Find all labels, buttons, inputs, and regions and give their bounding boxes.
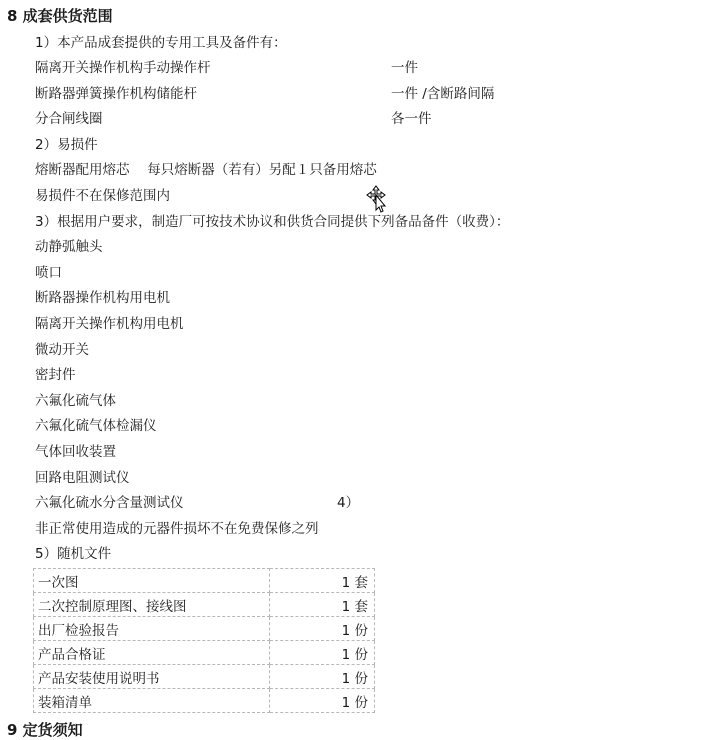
spare-part-item: 隔离开关操作机构用电机 xyxy=(35,316,184,332)
document-qty: 1 套 xyxy=(270,593,375,617)
tool-item-qty: 一件 /含断路间隔 xyxy=(391,86,495,102)
spare-part-item: 密封件 xyxy=(35,367,76,383)
documents-table xyxy=(33,568,375,713)
document-name: 出厂检验报告 xyxy=(34,617,270,641)
part-5-heading: 5）随机文件 xyxy=(35,546,112,562)
spare-part-item: 回路电阻测试仪 xyxy=(35,470,130,486)
table-row xyxy=(34,641,375,665)
document-name: 产品安装使用说明书 xyxy=(34,665,270,689)
table-row xyxy=(34,689,375,713)
wear-part-line: 熔断器配用熔芯 每只熔断器（若有）另配１只备用熔芯 xyxy=(35,162,377,178)
tool-item-name: 分合闸线圈 xyxy=(35,111,103,127)
spare-part-item: 六氟化硫水分含量测试仪 xyxy=(35,495,184,511)
part-3-heading: 3）根据用户要求，制造厂可按技术协议和供货合同提供下列备品备件（收费）： xyxy=(35,214,510,230)
table-row xyxy=(34,593,375,617)
document-name: 装箱清单 xyxy=(34,689,270,713)
table-row xyxy=(34,569,375,593)
part-4-text: 非正常使用造成的元器件损坏不在免费保修之列 xyxy=(35,521,319,537)
spare-part-item: 动静弧触头 xyxy=(35,239,103,255)
document-qty: 1 份 xyxy=(270,665,375,689)
spare-part-item: 六氟化硫气体检漏仪 xyxy=(35,418,157,434)
section-8-title: 8 成套供货范围 xyxy=(7,7,113,25)
spare-part-item: 气体回收装置 xyxy=(35,444,116,460)
document-name: 产品合格证 xyxy=(34,641,270,665)
document-name: 二次控制原理图、接线图 xyxy=(34,593,270,617)
table-row xyxy=(34,617,375,641)
document-qty: 1 份 xyxy=(270,617,375,641)
part-4-marker: 4） xyxy=(337,495,360,511)
document-qty: 1 份 xyxy=(270,641,375,665)
tool-item-qty: 各一件 xyxy=(391,111,432,127)
tool-item-name: 隔离开关操作机构手动操作杆 xyxy=(35,60,211,76)
spare-part-item: 喷口 xyxy=(35,265,62,281)
document-qty: 1 套 xyxy=(270,569,375,593)
tool-item-name: 断路器弹簧操作机构储能杆 xyxy=(35,86,197,102)
part-1-heading: 1）本产品成套提供的专用工具及备件有： xyxy=(35,35,287,51)
spare-part-item: 微动开关 xyxy=(35,342,89,358)
part-2-heading: 2）易损件 xyxy=(35,137,98,153)
section-9-title: 9 定货须知 xyxy=(7,721,83,739)
move-cursor-icon xyxy=(366,185,386,213)
wear-part-line: 易损件不在保修范围内 xyxy=(35,188,170,204)
document-name: 一次图 xyxy=(34,569,270,593)
document-qty: 1 份 xyxy=(270,689,375,713)
spare-part-item: 断路器操作机构用电机 xyxy=(35,290,170,306)
spare-part-item: 六氟化硫气体 xyxy=(35,393,116,409)
tool-item-qty: 一件 xyxy=(391,60,418,76)
table-row xyxy=(34,665,375,689)
